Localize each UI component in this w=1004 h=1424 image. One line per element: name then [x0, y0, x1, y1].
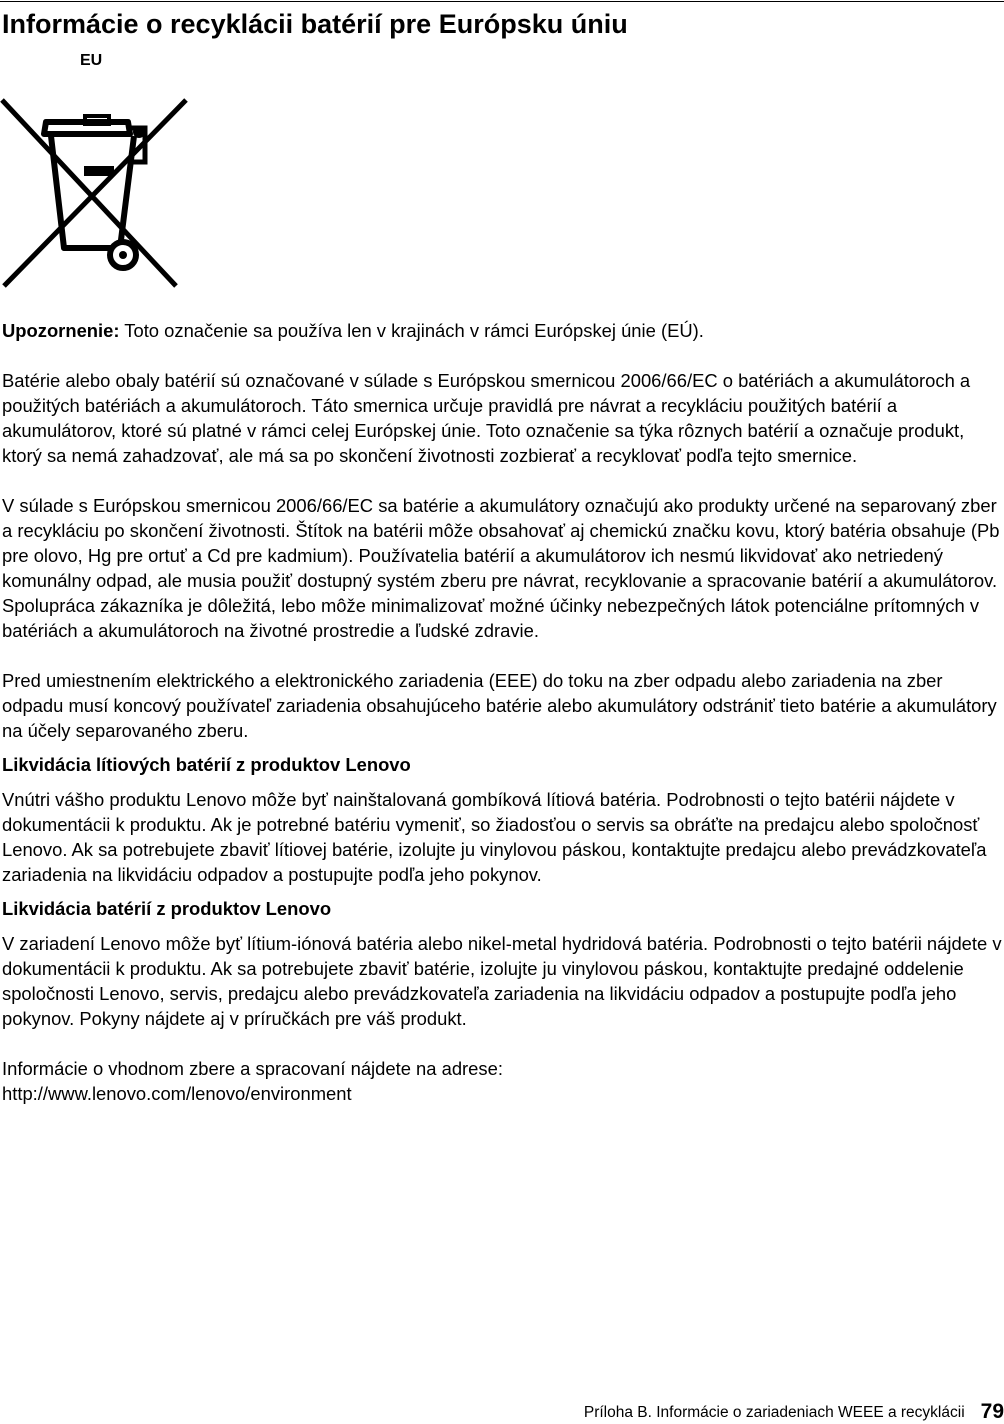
- body-content: [2, 318, 1004, 1106]
- page-footer: [584, 1398, 1004, 1424]
- removal-paragraph: Pred umiestnením elektrického a elektronického zariadenia (EEE) do toku na zber odpadu alebo zariadenia na zber odpadu musí koncový používateľ zariadenia obsahujúceho batérie alebo akumulátory odstrániť tieto batérie a akumulátory na účely separovaného zberu.: [2, 670, 997, 741]
- crossed-out-wheelie-bin-icon: [0, 98, 188, 290]
- page-number: 79: [980, 1400, 1004, 1423]
- lithium-disposal-text: Vnútri vášho produktu Lenovo môže byť nainštalovaná gombíková lítiová batéria. Podrobnosti o tejto batérii nájdete v dokumentácii k produktu. Ak je potrebné batériu vymeniť, so žiadosťou o servis sa obráťte na predajcu alebo spoločnosť Lenovo. Ak sa potrebujete zbaviť lítiovej batérie, izolujte ju vinylovou páskou, kontaktujte predajcu alebo prevádzkovateľa zariadenia na likvidáciu odpadov a postupujte podľa jeho pokynov.: [2, 789, 987, 885]
- top-rule: [0, 1, 1004, 2]
- environment-link[interactable]: http://www.lenovo.com/lenovo/environment: [2, 1083, 352, 1104]
- eu-symbol-label: EU: [80, 52, 103, 69]
- directive-paragraph: Batérie alebo obaly batérií sú označované v súlade s Európskou smernicou 2006/66/EC o batériách a akumulátoroch a použitých batériách a akumulátoroch. Táto smernica určuje pravidlá pre návrat a recykláciu použitých batérií a akumulátorov, ktoré sú platné v rámci celej Európskej únie. Toto označenie sa týka rôznych batérií a označuje produkt, ktorý sa nemá zahadzovať, ale má sa po skončení životnosti zozbierať a recyklovať podľa tejto smernice.: [2, 370, 971, 466]
- notice-paragraph: [2, 318, 1004, 343]
- page-title: Informácie o recyklácii batérií pre Európsku úniu: [2, 9, 628, 39]
- footer-chapter-title: Príloha B. Informácie o zariadeniach WEEE a recyklácii: [583, 1404, 965, 1421]
- notice-label: Upozornenie:: [2, 320, 120, 341]
- battery-disposal-heading: Likvidácia batérií z produktov Lenovo: [2, 898, 332, 919]
- lithium-disposal-heading: Likvidácia lítiových batérií z produktov Lenovo: [2, 754, 411, 775]
- separate-collection-paragraph: V súlade s Európskou smernicou 2006/66/EC sa batérie a akumulátory označujú ako produkty určené na separovaný zber a recykláciu po skončení životnosti. Štítok na batérii môže obsahovať aj chemickú značku kovu, ktorý batéria obsahuje (Pb pre olovo, Hg pre ortuť a Cd pre kadmium). Používatelia batérií a akumulátorov ich nesmú likvidovať ako netriedený komunálny odpad, ale musia použiť dostupný systém zberu pre návrat, recyklovanie a spracovanie batérií a akumulátorov. Spolupráca zákazníka je dôležitá, lebo môže minimalizovať možné účinky nebezpečných látok potenciálne prítomných v batériách a akumulátoroch na životné prostredie a ľudské zdravie.: [2, 495, 1000, 641]
- battery-disposal-text: V zariadení Lenovo môže byť lítium-iónová batéria alebo nikel-metal hydridová batéria. Podrobnosti o tejto batérii nájdete v dokumentácii k produktu. Ak sa potrebujete zbaviť batérie, izolujte ju vinylovou páskou, kontaktujte predajné oddelenie spoločnosti Lenovo, servis, predajcu alebo prevádzkovateľa zariadenia na likvidáciu odpadov a postupujte podľa jeho pokynov. Pokyny nájdete aj v príručkách pre váš produkt.: [2, 933, 1002, 1029]
- notice-text: Toto označenie sa používa len v krajinách v rámci Európskej únie (EÚ).: [119, 320, 704, 341]
- info-text: Informácie o vhodnom zbere a spracovaní nájdete na adrese:: [2, 1058, 503, 1079]
